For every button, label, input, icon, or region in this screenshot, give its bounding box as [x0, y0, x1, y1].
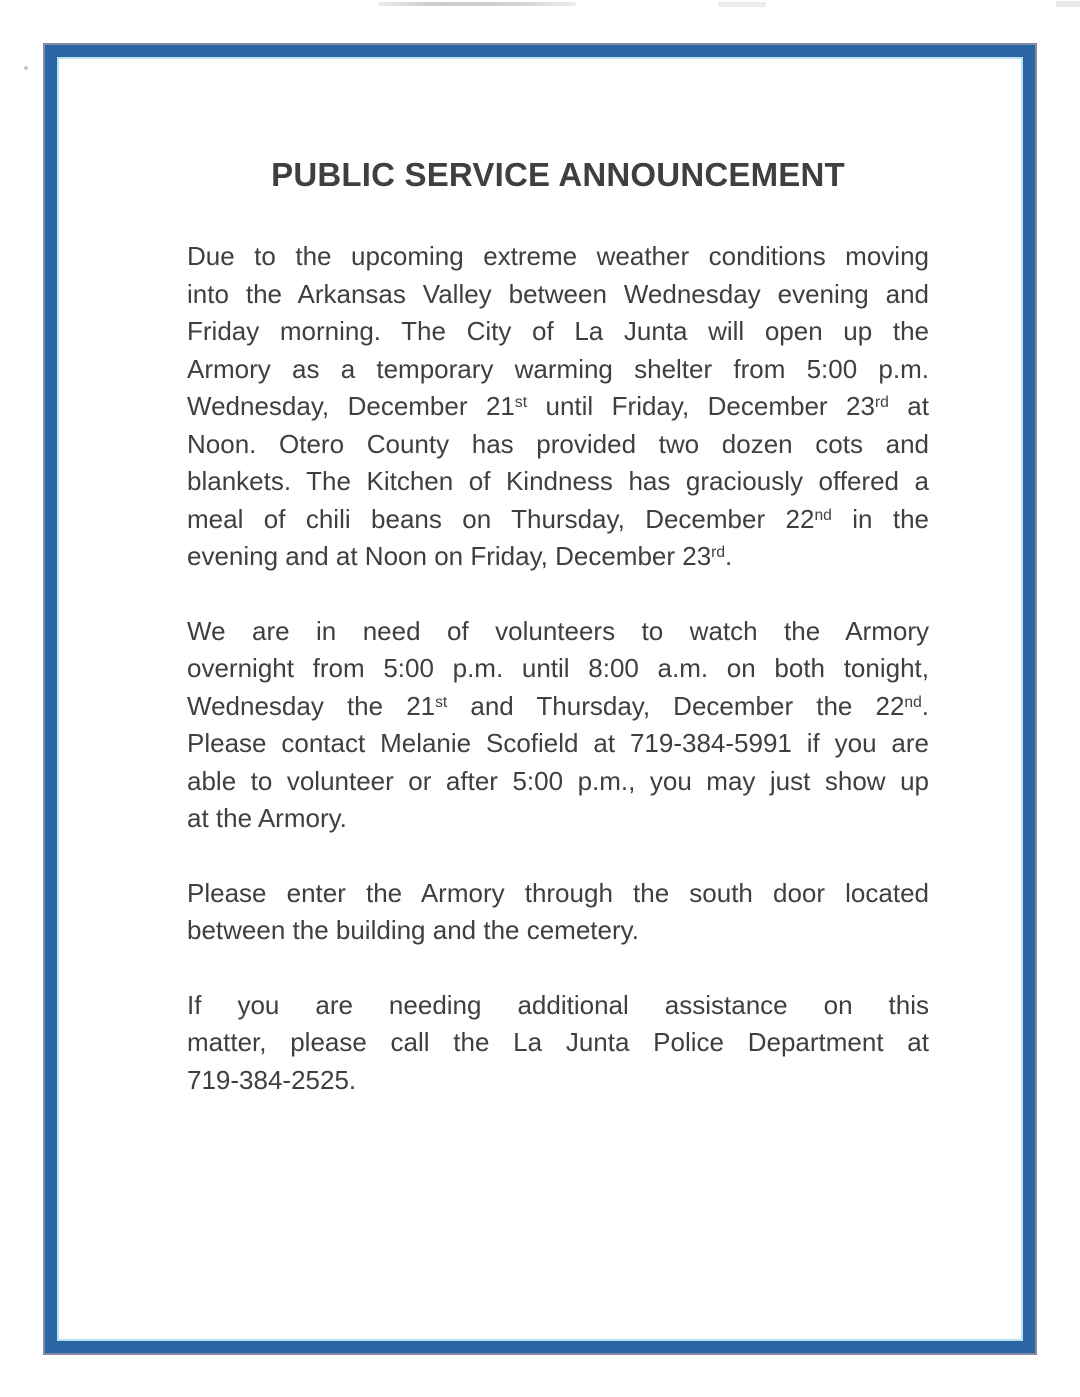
page-title: PUBLIC SERVICE ANNOUNCEMENT [271, 156, 845, 193]
ordinal-suffix: nd [814, 506, 832, 524]
announcement-document [187, 156, 929, 1136]
text-line: meal of chili beans on Thursday, December 22nd in the [187, 503, 929, 534]
scan-artifact [378, 2, 576, 6]
text-line: If you are needing additional assistance on this [187, 989, 929, 1020]
text-line: into the Arkansas Valley between Wednesday evening and [187, 278, 929, 309]
ordinal-suffix: rd [874, 394, 889, 412]
paragraph [187, 875, 929, 950]
text-line: Friday morning. The City of La Junta will open up the [187, 316, 929, 346]
paragraph [187, 987, 929, 1100]
text-line: Armory as a temporary warming shelter from 5:00 p.m. [187, 353, 929, 384]
scan-artifact [1056, 1, 1080, 7]
text-line: able to volunteer or after 5:00 p.m., you may just show up [187, 765, 929, 796]
text-line: evening and at Noon on Friday, December 23rd. [187, 541, 733, 571]
document-body [187, 238, 929, 1099]
text-line: Noon. Otero County has provided two dozen cots and [187, 428, 929, 459]
paragraph [187, 613, 929, 838]
text-line: at the Armory. [187, 803, 347, 833]
text-line: Due to the upcoming extreme weather conditions moving [187, 241, 929, 271]
text-line: overnight from 5:00 p.m. until 8:00 a.m. on both tonight, [187, 653, 929, 683]
text-line: between the building and the cemetery. [187, 915, 639, 945]
ordinal-suffix: nd [904, 693, 922, 711]
scan-speck [24, 66, 28, 70]
text-line: We are in need of volunteers to watch the Armory [187, 615, 929, 646]
scan-artifact [718, 2, 766, 7]
ordinal-suffix: st [514, 394, 528, 412]
text-line: Wednesday the 21st and Thursday, December the 22nd. [187, 690, 929, 721]
text-line: Please contact Melanie Scofield at 719-384-5991 if you are [187, 728, 929, 758]
text-line: 719-384-2525. [187, 1064, 357, 1095]
text-line: blankets. The Kitchen of Kindness has graciously offered a [187, 466, 929, 496]
text-line: Wednesday, December 21st until Friday, December 23rd at [187, 391, 929, 421]
paragraph [187, 238, 929, 576]
text-line: matter, please call the La Junta Police Department at [187, 1027, 929, 1057]
text-line: Please enter the Armory through the south door located [187, 877, 929, 908]
ordinal-suffix: rd [711, 544, 726, 562]
ordinal-suffix: st [435, 693, 448, 711]
